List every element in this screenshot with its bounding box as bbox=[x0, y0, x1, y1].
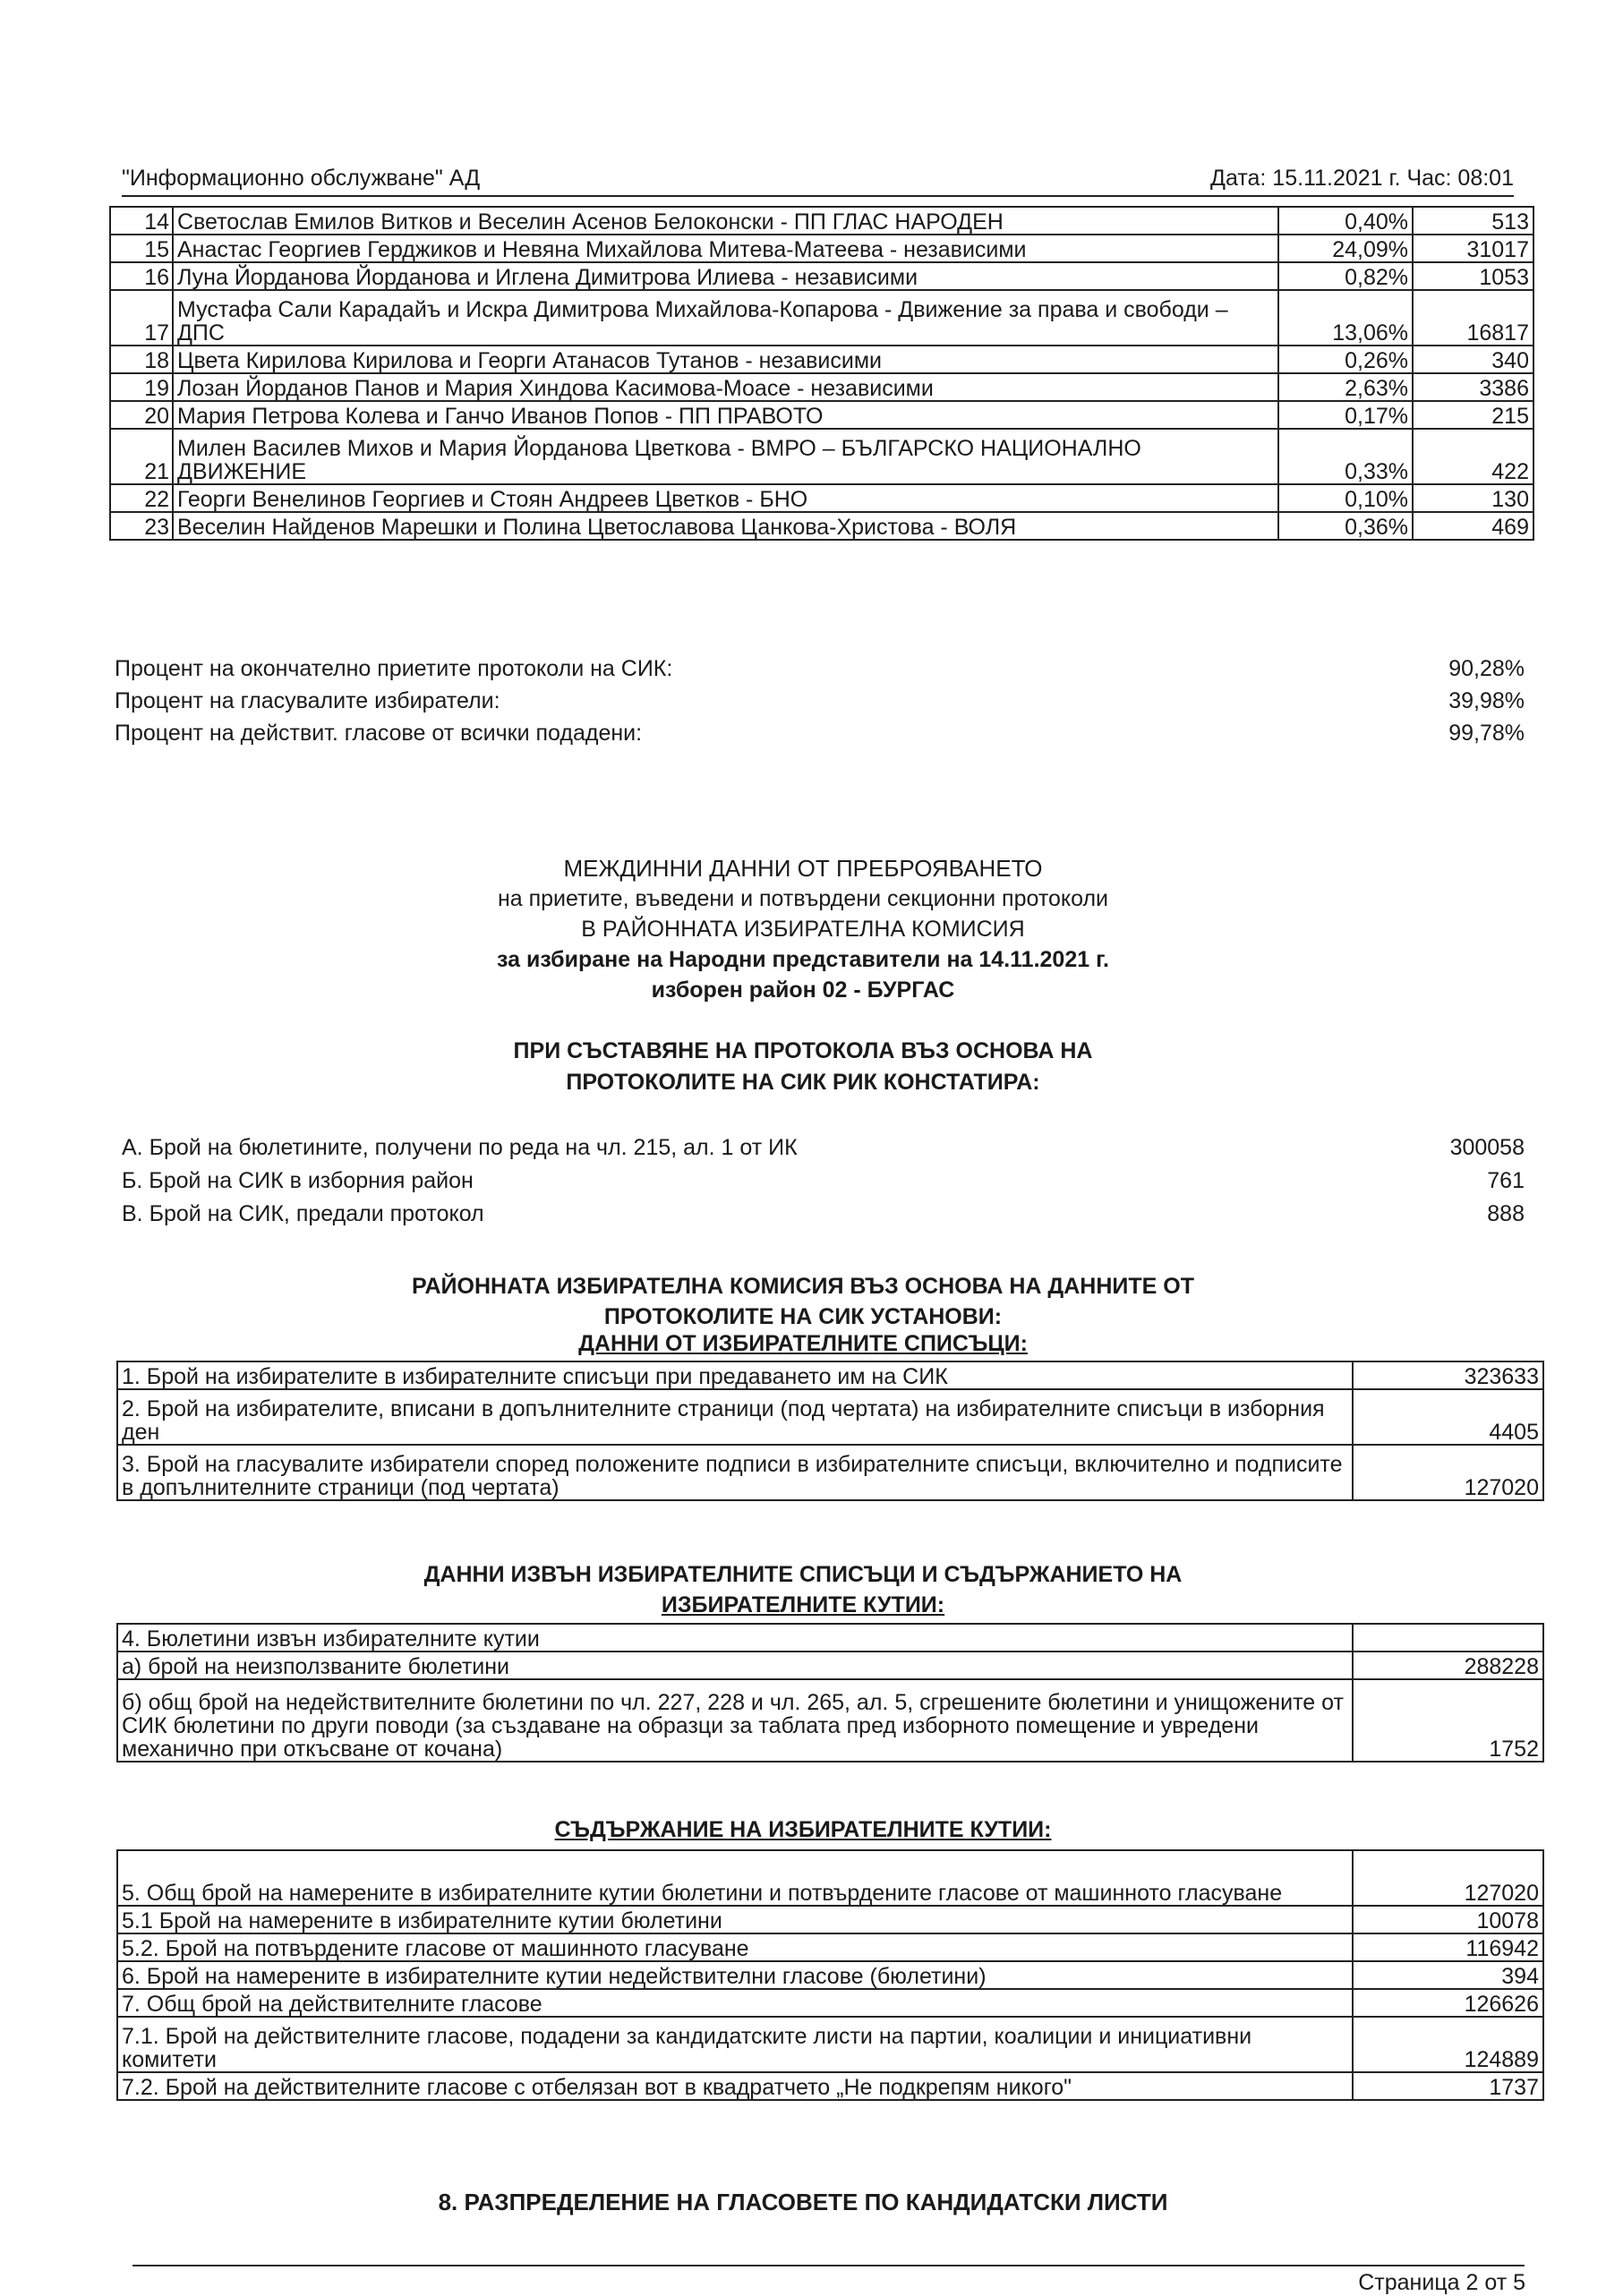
candidate-votes: 469 bbox=[1413, 512, 1533, 540]
outside-row-value: 1752 bbox=[1353, 1679, 1543, 1762]
rik-row bbox=[122, 1168, 1525, 1199]
title-line: МЕЖДИННИ ДАННИ ОТ ПРЕБРОЯВАНЕТО bbox=[563, 855, 1043, 882]
candidate-percent: 0,82% bbox=[1278, 262, 1413, 290]
box-row-label: 7.1. Брой на действителните гласове, подадени за кандидатските листи на партии, коалиции и инициативни комитети bbox=[117, 2017, 1353, 2072]
candidate-votes: 1053 bbox=[1413, 262, 1533, 290]
footer-divider bbox=[132, 2265, 1525, 2266]
section-8-heading: 8. РАЗПРЕДЕЛЕНИЕ НА ГЛАСОВЕТЕ ПО КАНДИДАТСКИ ЛИСТИ bbox=[438, 2189, 1168, 2215]
rik-label: А. Брой на бюлетините, получени по реда на чл. 215, ал. 1 от ИК bbox=[122, 1135, 798, 1160]
list-row-value: 127020 bbox=[1353, 1445, 1543, 1500]
candidate-votes: 215 bbox=[1413, 401, 1533, 429]
candidate-row bbox=[110, 346, 1533, 373]
box-row bbox=[117, 1989, 1543, 2017]
lists-heading: ДАННИ ОТ ИЗБИРАТЕЛНИТЕ СПИСЪЦИ: bbox=[578, 1331, 1028, 1356]
candidate-name: Веселин Найденов Марешки и Полина Цветославова Цанкова-Христова - ВОЛЯ bbox=[173, 512, 1278, 540]
list-row-value: 4405 bbox=[1353, 1389, 1543, 1445]
list-row bbox=[117, 1445, 1543, 1500]
stat-row bbox=[115, 688, 1525, 719]
candidate-name: Георги Венелинов Георгиев и Стоян Андреев Цветков - БНО bbox=[173, 484, 1278, 512]
box-row-value: 126626 bbox=[1353, 1989, 1543, 2017]
candidate-row bbox=[110, 290, 1533, 346]
stat-row bbox=[115, 721, 1525, 751]
candidate-votes: 16817 bbox=[1413, 290, 1533, 346]
stat-label: Процент на действит. гласове от всички подадени: bbox=[115, 721, 643, 746]
rik-row bbox=[122, 1135, 1525, 1165]
candidate-results-table bbox=[109, 206, 1534, 541]
outside-heading: ДАННИ ИЗВЪН ИЗБИРАТЕЛНИТЕ СПИСЪЦИ И СЪДЪРЖАНИЕТО НА bbox=[423, 1562, 1183, 1587]
rik-heading: ПРИ СЪСТАВЯНЕ НА ПРОТОКОЛА ВЪЗ ОСНОВА НА bbox=[513, 1038, 1093, 1063]
commission-heading: РАЙОННАТА ИЗБИРАТЕЛНА КОМИСИЯ ВЪЗ ОСНОВА НА ДАННИТЕ ОТ bbox=[412, 1274, 1194, 1299]
candidate-row bbox=[110, 262, 1533, 290]
candidate-votes: 31017 bbox=[1413, 235, 1533, 262]
candidate-index: 15 bbox=[110, 235, 173, 262]
candidate-votes: 340 bbox=[1413, 346, 1533, 373]
header-date-time: Дата: 15.11.2021 г. Час: 08:01 bbox=[1210, 166, 1514, 191]
candidate-index: 14 bbox=[110, 207, 173, 235]
candidate-percent: 0,36% bbox=[1278, 512, 1413, 540]
box-row-label: 5.1 Брой на намерените в избирателните кутии бюлетини bbox=[117, 1906, 1353, 1933]
page-number: Страница 2 от 5 bbox=[1358, 2270, 1525, 2295]
list-row-label: 1. Брой на избирателите в избирателните списъци при предаването им на СИК bbox=[117, 1361, 1353, 1389]
candidate-name: Анастас Георгиев Герджиков и Невяна Михайлова Митева-Матеева - независими bbox=[173, 235, 1278, 262]
box-row-label: 7. Общ брой на действителните гласове bbox=[117, 1989, 1353, 2017]
candidate-row bbox=[110, 373, 1533, 401]
candidate-name: Цвета Кирилова Кирилова и Георги Атанасов Тутанов - независими bbox=[173, 346, 1278, 373]
title-line: за избиране на Народни представители на 14.11.2021 г. bbox=[497, 947, 1109, 972]
outside-row-label: б) общ брой на недействителните бюлетини по чл. 227, 228 и чл. 265, ал. 5, сгрешените бюлетини и унищожените от СИК бюлетини по други поводи (за създаване на образци за таблата пред изборното помещение и увредени механично при откъсване от кочана) bbox=[117, 1679, 1353, 1762]
box-row-label: 5. Общ брой на намерените в избирателните кутии бюлетини и потвърдените гласове от машинното гласуване bbox=[117, 1850, 1353, 1906]
candidate-percent: 0,26% bbox=[1278, 346, 1413, 373]
candidate-index: 22 bbox=[110, 484, 173, 512]
stat-label: Процент на гласувалите избиратели: bbox=[115, 688, 500, 713]
commission-heading: ПРОТОКОЛИТЕ НА СИК УСТАНОВИ: bbox=[603, 1304, 1003, 1329]
rik-label: Б. Брой на СИК в изборния район bbox=[122, 1168, 474, 1193]
candidate-percent: 24,09% bbox=[1278, 235, 1413, 262]
outside-row bbox=[117, 1679, 1543, 1762]
outside-row bbox=[117, 1652, 1543, 1679]
candidate-index: 23 bbox=[110, 512, 173, 540]
voter-lists-table bbox=[116, 1361, 1544, 1501]
box-row bbox=[117, 2017, 1543, 2072]
outside-heading: ИЗБИРАТЕЛНИТЕ КУТИИ: bbox=[661, 1592, 945, 1617]
rik-label: В. Брой на СИК, предали протокол bbox=[122, 1201, 484, 1226]
stat-label: Процент на окончателно приетите протоколи на СИК: bbox=[115, 656, 673, 681]
box-row-value: 127020 bbox=[1353, 1850, 1543, 1906]
candidate-name: Мустафа Сали Карадайъ и Искра Димитрова Михайлова-Копарова - Движение за права и свободи – ДПС bbox=[173, 290, 1278, 346]
box-row-value: 116942 bbox=[1353, 1933, 1543, 1961]
outside-row-value: 288228 bbox=[1353, 1652, 1543, 1679]
box-row-value: 124889 bbox=[1353, 2017, 1543, 2072]
box-row-value: 10078 bbox=[1353, 1906, 1543, 1933]
box-row bbox=[117, 2072, 1543, 2100]
boxes-heading: СЪДЪРЖАНИЕ НА ИЗБИРАТЕЛНИТЕ КУТИИ: bbox=[554, 1817, 1052, 1842]
outside-boxes-table bbox=[116, 1623, 1544, 1763]
outside-row-value bbox=[1353, 1624, 1543, 1652]
stat-value: 39,98% bbox=[1448, 688, 1525, 713]
candidate-name: Лозан Йорданов Панов и Мария Хиндова Касимова-Моасе - независими bbox=[173, 373, 1278, 401]
title-line: изборен район 02 - БУРГАС bbox=[651, 977, 955, 1003]
box-row-label: 5.2. Брой на потвърдените гласове от машинното гласуване bbox=[117, 1933, 1353, 1961]
candidate-percent: 0,17% bbox=[1278, 401, 1413, 429]
candidate-percent: 0,33% bbox=[1278, 429, 1413, 484]
list-row-value: 323633 bbox=[1353, 1361, 1543, 1389]
candidate-index: 19 bbox=[110, 373, 173, 401]
list-row-label: 3. Брой на гласувалите избиратели според положените подписи в избирателните списъци, включително и подписите в допълнителните страници (под чертата) bbox=[117, 1445, 1353, 1500]
candidate-percent: 0,40% bbox=[1278, 207, 1413, 235]
header-organization: "Информационно обслужване" АД bbox=[122, 166, 481, 191]
box-row bbox=[117, 1933, 1543, 1961]
candidate-index: 18 bbox=[110, 346, 173, 373]
candidate-index: 16 bbox=[110, 262, 173, 290]
box-row-label: 7.2. Брой на действителните гласове с отбелязан вот в квадратчето „Не подкрепям никого" bbox=[117, 2072, 1353, 2100]
stat-value: 99,78% bbox=[1448, 721, 1525, 746]
outside-row-label: 4. Бюлетини извън избирателните кутии bbox=[117, 1624, 1353, 1652]
box-row-value: 1737 bbox=[1353, 2072, 1543, 2100]
candidate-name: Милен Василев Михов и Мария Йорданова Цветкова - ВМРО – БЪЛГАРСКО НАЦИОНАЛНО ДВИЖЕНИЕ bbox=[173, 429, 1278, 484]
list-row bbox=[117, 1361, 1543, 1389]
candidate-percent: 0,10% bbox=[1278, 484, 1413, 512]
rik-heading: ПРОТОКОЛИТЕ НА СИК РИК КОНСТАТИРА: bbox=[566, 1070, 1040, 1095]
candidate-row bbox=[110, 235, 1533, 262]
box-row-label: 6. Брой на намерените в избирателните кутии недействителни гласове (бюлетини) bbox=[117, 1961, 1353, 1989]
outside-row-label: а) брой на неизползваните бюлетини bbox=[117, 1652, 1353, 1679]
stat-value: 90,28% bbox=[1448, 656, 1525, 681]
candidate-row bbox=[110, 484, 1533, 512]
rik-row bbox=[122, 1201, 1525, 1232]
title-line: В РАЙОННАТА ИЗБИРАТЕЛНА КОМИСИЯ bbox=[581, 917, 1025, 942]
rik-value: 761 bbox=[1487, 1168, 1525, 1193]
candidate-name: Луна Йорданова Йорданова и Иглена Димитрова Илиева - независими bbox=[173, 262, 1278, 290]
candidate-row bbox=[110, 401, 1533, 429]
candidate-votes: 3386 bbox=[1413, 373, 1533, 401]
stat-row bbox=[115, 656, 1525, 687]
ballot-boxes-table bbox=[116, 1849, 1544, 2101]
list-row-label: 2. Брой на избирателите, вписани в допълнителните страници (под чертата) на избирателните списъци в изборния ден bbox=[117, 1389, 1353, 1445]
box-row bbox=[117, 1850, 1543, 1906]
box-row bbox=[117, 1961, 1543, 1989]
box-row-value: 394 bbox=[1353, 1961, 1543, 1989]
box-row bbox=[117, 1906, 1543, 1933]
outside-row bbox=[117, 1624, 1543, 1652]
candidate-row bbox=[110, 512, 1533, 540]
candidate-name: Светослав Емилов Витков и Веселин Асенов Белоконски - ПП ГЛАС НАРОДЕН bbox=[173, 207, 1278, 235]
candidate-row bbox=[110, 429, 1533, 484]
candidate-index: 20 bbox=[110, 401, 173, 429]
list-row bbox=[117, 1389, 1543, 1445]
rik-value: 300058 bbox=[1449, 1135, 1525, 1160]
candidate-votes: 513 bbox=[1413, 207, 1533, 235]
rik-value: 888 bbox=[1487, 1201, 1525, 1226]
candidate-name: Мария Петрова Колева и Ганчо Иванов Попов - ПП ПРАВОТО bbox=[173, 401, 1278, 429]
page-header bbox=[122, 159, 1514, 197]
candidate-votes: 422 bbox=[1413, 429, 1533, 484]
candidate-percent: 13,06% bbox=[1278, 290, 1413, 346]
candidate-index: 21 bbox=[110, 429, 173, 484]
candidate-votes: 130 bbox=[1413, 484, 1533, 512]
title-line: на приетите, въведени и потвърдени секционни протоколи bbox=[497, 886, 1109, 911]
candidate-percent: 2,63% bbox=[1278, 373, 1413, 401]
candidate-row bbox=[110, 207, 1533, 235]
candidate-index: 17 bbox=[110, 290, 173, 346]
